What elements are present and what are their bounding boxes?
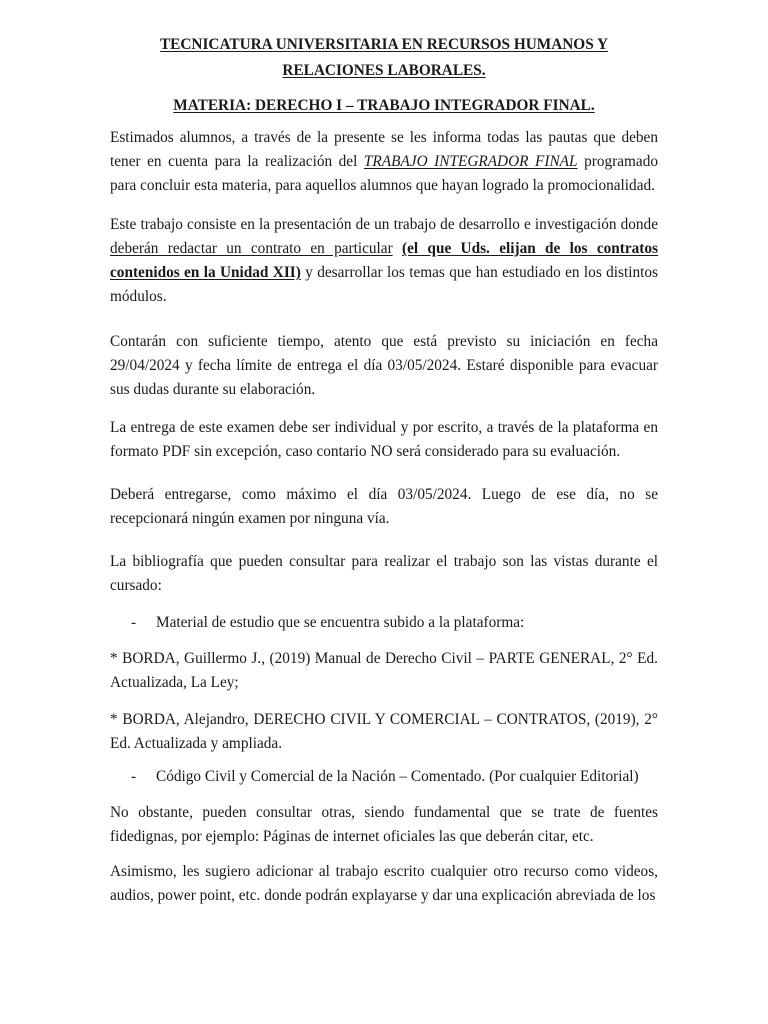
bibliography-reference-1: * BORDA, Guillermo J., (2019) Manual de Derecho Civil – PARTE GENERAL, 2° Ed. Actualizada, La Ley; [110, 650, 658, 691]
bibliography-reference-2: * BORDA, Alejandro, DERECHO CIVIL Y COMERCIAL – CONTRATOS, (2019), 2° Ed. Actualizada y ampliada. [110, 711, 658, 752]
other-sources-paragraph: No obstante, pueden consultar otras, siendo fundamental que se trate de fuentes fidedignas, por ejemplo: Páginas de internet oficiales las que deberán citar, etc. [110, 804, 658, 845]
list-item-text: Material de estudio que se encuentra subido a la plataforma: [156, 614, 525, 631]
list-item-text: Código Civil y Comercial de la Nación – Comentado. (Por cualquier Editorial) [156, 768, 639, 785]
description-underlined: deberán redactar un contrato en particular [110, 240, 393, 257]
description-text-end: y desarrollar los temas que han estudiado en los distintos módulos. [110, 264, 658, 305]
list-dash: - [131, 614, 137, 631]
bibliography-intro-paragraph: La bibliografía que pueden consultar para realizar el trabajo son las vistas durante el cursado: [110, 553, 658, 594]
delivery-paragraph: La entrega de este examen debe ser individual y por escrito, a través de la plataforma en formato PDF sin excepción, caso contario NO será considerado para su evaluación. [110, 419, 658, 460]
additional-resources-paragraph: Asimismo, les sugiero adicionar al trabajo escrito cualquier otro recurso como videos, audios, power point, etc. donde podrán explayarse y dar una explicación abreviada de los [110, 863, 658, 904]
intro-text-start: Estimados alumnos, a través de la presente se les informa todas las pautas que deben tener en cuenta para la realización del [110, 129, 658, 170]
title-line-1: TECNICATURA UNIVERSITARIA EN RECURSOS HUMANOS Y [159, 36, 609, 53]
list-dash: - [131, 768, 137, 785]
intro-emphasis: TRABAJO INTEGRADOR FINAL [363, 153, 578, 170]
deadline-paragraph: Deberá entregarse, como máximo el día 03/05/2024. Luego de ese día, no se recepcionará ningún examen por ninguna vía. [110, 486, 658, 527]
description-text-start: Este trabajo consiste en la presentación de un trabajo de desarrollo e investigación donde [110, 216, 658, 233]
document-title [110, 32, 658, 84]
schedule-paragraph: Contarán con suficiente tiempo, atento que está previsto su iniciación en fecha 29/04/2024 y fecha límite de entrega el día 03/05/2024. Estaré disponible para evacuar sus dudas durante su elaboración. [110, 333, 658, 398]
intro-paragraph [110, 126, 658, 198]
title-line-2: RELACIONES LABORALES. [282, 62, 486, 79]
intro-text-end: programado para concluir esta materia, para aquellos alumnos que hayan logrado la promocionalidad. [110, 153, 659, 194]
description-bold-underlined: (el que Uds. elijan de los contratos contenidos en la Unidad XII) [110, 240, 658, 281]
description-paragraph [110, 213, 658, 309]
subject-heading: MATERIA: DERECHO I – TRABAJO INTEGRADOR FINAL. [173, 97, 595, 114]
